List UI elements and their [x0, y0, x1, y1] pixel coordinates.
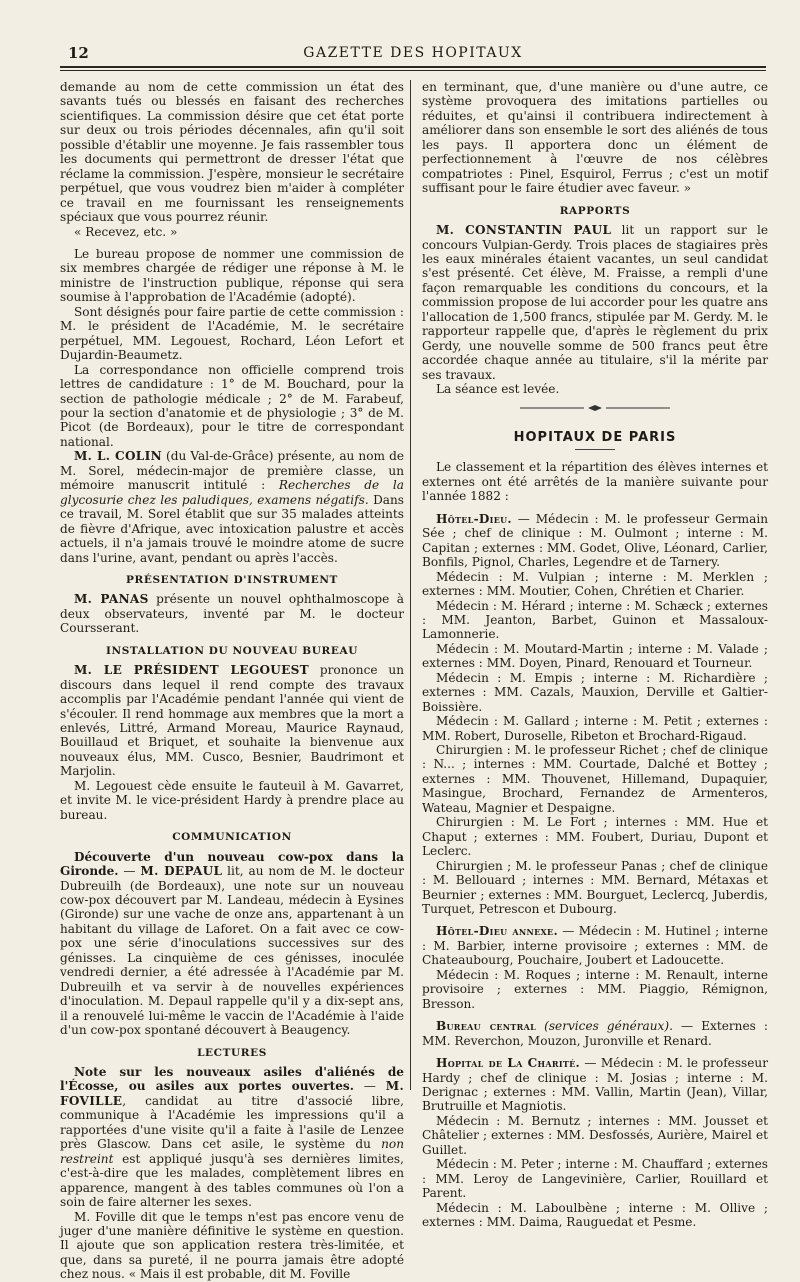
speaker-name: M. CONSTANTIN PAUL	[436, 223, 612, 238]
page-header	[60, 44, 766, 64]
paragraph: M. Foville dit que le temps n'est pas encore venu de juger d'une manière définitive le système en question. Il ajoute que son application restera très-limitée, et que, dans sa pureté, il ne pourra jamais être adopté chez nous. « Mais il est probable, dit M. Foville	[60, 1209, 404, 1282]
paragraph	[422, 1056, 768, 1114]
right-column	[422, 80, 768, 1230]
communication-title: Découverte d'un nouveau cow-pox dans la Gironde.	[60, 849, 404, 879]
paragraph	[60, 449, 404, 565]
header-rule-thin	[60, 70, 766, 71]
paragraph: Médecin : M. Peter ; interne : M. Chauffard ; externes : MM. Leroy de Langevinière, Carlier, Rouillard et Parent.	[422, 1157, 768, 1201]
section-heading: RAPPORTS	[559, 204, 631, 217]
text-run: — Externes : MM. Reverchon, Mouzon, Juronville et Renard.	[422, 1019, 768, 1048]
paragraph	[60, 850, 404, 1038]
paragraph: Médecin : M. Vulpian ; interne : M. Merklen ; externes : MM. Moutier, Cohen, Chrétien et Charier.	[422, 569, 768, 599]
page-number: 12	[68, 44, 89, 62]
text-run: —	[353, 1079, 386, 1094]
text-run: lit un rapport sur le concours Vulpian-Gerdy. Trois places de stagiaires près les eaux minérales étaient vacantes, un seul candidat s'est présenté. Cet élève, M. Fraisse, a rempli d'une façon remarquable les conditions du concours, et la commission propose de lui accorder pour les quatre ans l'allocation de 1,500 francs, stipulée par M. Gerdy. M. le rapporteur rappelle que, d'après le règlement du prix Gerdy, une nouvelle somme de 500 francs peut être accordée chaque année au titulaire, s'il la mérite par ses travaux.	[422, 223, 769, 382]
paragraph: Médecin : M. Bernutz ; internes : MM. Jousset et Châtelier ; externes : MM. Desfossés, Aurière, Mairel et Guillet.	[422, 1113, 768, 1157]
paragraph: Chirurgien ; M. le professeur Panas ; chef de clinique : M. Bellouard ; internes : MM. Bernard, Métaxas et Beurnier ; externes : MM. Bourguet, Leclercq, Juberdis, Turquet, Petrescon et Dubourg.	[422, 858, 768, 917]
heading-underline	[575, 449, 615, 450]
hospital-name: Hôtel-Dieu annexe.	[436, 924, 558, 939]
paragraph: La séance est levée.	[436, 382, 560, 397]
spacer	[422, 1048, 768, 1056]
paragraph: Chirurgien : M. Le Fort ; internes : MM. Hue et Chaput ; externes : MM. Foubert, Duriau, Dupont et Leclerc.	[422, 815, 768, 859]
speaker-name: M. PANAS	[74, 592, 149, 607]
paragraph: Le classement et la répartition des élèves internes et externes ont été arrêtés de la manière suivante pour l'année 1882 :	[422, 460, 768, 504]
spacer	[422, 916, 768, 924]
memoir-title: Recherches de la glycosurie chez les paludiques, examens négatifs	[60, 478, 404, 507]
speaker-name: M. LE PRÉSIDENT LEGOUEST	[74, 663, 309, 678]
paragraph	[60, 1065, 404, 1210]
paragraph: Chirurgien : M. le professeur Richet ; chef de clinique : N... ; internes : MM. Courtade, Dalché et Bottey ; externes : MM. Thouvenet, Hillemand, Dupaquier, Masingue, Brochard, Fernandez de Armenteros, Wateau, Magnier et Despaigne.	[422, 743, 768, 815]
section-heading: PRÉSENTATION D'INSTRUMENT	[126, 573, 338, 586]
text-run: présente un nouvel ophthalmoscope à deux observateurs, inventé par M. le docteur Coursserant.	[60, 592, 404, 636]
lecture-title: Note sur les nouveaux asiles d'aliénés de l'Écosse, ou asiles aux portes ouvertes.	[60, 1065, 404, 1094]
italic-term: (services généraux).	[536, 1019, 673, 1034]
paragraph	[422, 1019, 768, 1048]
hospital-name: Hopital de La Charité.	[436, 1056, 581, 1071]
text-run: , candidat au titre d'associé libre, communique à l'Académie les impressions qu'il a rapportées d'une visite qu'il a faite à l'asile de Lenzee près Glascow. Dans cet asile, le système du	[60, 1093, 404, 1152]
paragraph: en terminant, que, d'une manière ou d'une autre, ce système provoquera des imitations partielles ou réduites, et qu'ainsi il contribuera indirectement à améliorer dans son ensemble le sort des aliénés de tous les pays. Il apportera donc un élément de perfectionnement à l'œuvre de nos célèbres compatriotes : Pinel, Esquirol, Ferrus ; c'est un motif suffisant pour le faire étudier avec faveur. »	[422, 80, 768, 196]
text-run: lit, au nom de M. le docteur Dubreuilh (de Bordeaux), une note sur un nouveau cow-pox découvert par M. Landeau, médecin à Eysines (Gironde) sur une vache de onze ans, appartenant à un habitant du village de Laforet. On a fait avec ce cow-pox une série d'inoculations successives sur des génisses. La cinquième de ces génisses, inoculée vendredi dernier, a été adressée à l'Académie par M. Dubreuilh et va servir à de nouvelles expériences d'inoculation. M. Depaul rappelle qu'il y a dix-sept ans, il a renouvelé lui-même le vaccin de l'Académie à l'aide d'un cow-pox spontané découvert à Beaugency.	[60, 864, 404, 1038]
paragraph	[422, 512, 768, 570]
journal-title: GAZETTE DES HOPITAUX	[303, 45, 523, 61]
text-run: — Médecin : M. le professeur Germain Sée ; chef de clinique : M. Oulmont ; interne : M. Capitan ; externes : MM. Godet, Olive, Léonard, Carlier, Bonfils, Pignol, Charles, Legendre et de Tarnery.	[422, 511, 768, 570]
section-heading: LECTURES	[197, 1046, 267, 1059]
text-run: — Médecin : M. le professeur Hardy ; chef de clinique : M. Josias ; interne : M. Derignac ; externes : MM. Vallin, Martin (Jean), Villar, Brutruille et Magniotis.	[422, 1056, 768, 1114]
text-run: (du Val-de-Grâce) présente, au nom de M. Sorel, médecin-major de première classe, un mémoire manuscrit intitulé :	[60, 449, 404, 493]
article-heading: HOPITAUX DE PARIS	[513, 429, 677, 445]
paragraph: Sont désignés pour faire partie de cette commission : M. le président de l'Académie, M. le secrétaire perpétuel, MM. Legouest, Rochard, Léon Lefort et Dujardin-Beaumetz.	[60, 304, 404, 363]
paragraph	[60, 592, 404, 635]
paragraph: demande au nom de cette commission un état des savants tués ou blessés en faisant des recherches scientifiques. La commission désire que cet état porte sur deux ou trois périodes décennales, afin qu'il soit possible d'établir une moyenne. Je fais rassembler tous les documents qui permettront de dresser l'état que réclame la commission. J'espère, monsieur le secrétaire perpétuel, que vous voudrez bien m'aider à compléter ce travail en me fournissant les renseignements spéciaux que vous pourrez réunir.	[60, 80, 404, 225]
paragraph	[422, 924, 768, 967]
paragraph: Médecin : M. Gallard ; interne : M. Petit ; externes : MM. Robert, Duroselle, Ribeton et Brochard-Rigaud.	[422, 714, 768, 743]
text-run: —	[118, 864, 141, 879]
text-run: prononce un discours dans lequel il rend compte des travaux accomplis par l'Académie pendant l'année qui vient de s'écouler. Il rend hommage aux membres que la mort a enlevés, Littré, Armand Moreau, Maurice Raynaud, Bouillaud et Briquet, et souhaite la bienvenue aux nouveaux élus, MM. Cusco, Besnier, Baudrimont et Marjolin.	[60, 663, 404, 779]
paragraph: « Recevez, etc. »	[74, 224, 178, 239]
spacer	[422, 1011, 768, 1019]
speaker-name: M. DEPAUL	[140, 864, 223, 879]
paragraph: Médecin : M. Empis ; interne : M. Richardière ; externes : MM. Cazals, Mauxion, Derville et Galtier-Boissière.	[422, 670, 768, 714]
paragraph: Médecin : M. Laboulbène ; interne : M. Ollive ; externes : MM. Daima, Rauguedat et Pesme.	[422, 1200, 768, 1230]
ornament-icon	[520, 404, 670, 412]
text-run: est appliqué jusqu'à ses dernières limites, c'est-à-dire que les malades, complètement libres en apparence, mangent à des tables communes où l'on a soin de faire alterner les sexes.	[60, 1151, 404, 1210]
spacer	[60, 239, 404, 247]
italic-term: non restreint	[60, 1137, 404, 1166]
text-run: — Médecin : M. Hutinel ; interne : M. Barbier, interne provisoire ; externes : MM. de Chateaubourg, Pouchaire, Joubert et Ladoucette.	[422, 924, 768, 968]
paragraph	[422, 223, 768, 382]
column-divider	[410, 80, 411, 1090]
speaker-name: M. L. COLIN	[74, 449, 162, 464]
spacer	[422, 504, 768, 512]
paragraph: Médecin : M. Moutard-Martin ; interne : M. Valade ; externes : MM. Doyen, Pinard, Renouard et Tourneur.	[422, 641, 768, 671]
header-rule-thick	[60, 66, 766, 68]
section-heading: INSTALLATION DU NOUVEAU BUREAU	[106, 644, 358, 657]
paragraph: Le bureau propose de nommer une commission de six membres chargée de rédiger une réponse à M. le ministre de l'instruction publique, réponse qui sera soumise à l'approbation de l'Académie (adopté).	[60, 246, 404, 305]
paragraph: La correspondance non officielle comprend trois lettres de candidature : 1° de M. Bouchard, pour la section de pathologie médicale ; 2° de M. Farabeuf, pour la section d'anatomie et de physiologie ; 3° de M. Picot (de Bordeaux), pour le titre de correspondant national.	[60, 362, 404, 449]
hospital-name: Bureau central	[436, 1019, 537, 1034]
hospital-name: Hôtel-Dieu.	[436, 511, 512, 526]
section-heading: COMMUNICATION	[172, 831, 292, 844]
left-column	[60, 80, 404, 1282]
paragraph: Médecin : M. Hérard ; interne : M. Schæck ; externes : MM. Jeanton, Barbet, Guinon et Massaloux-Lamonnerie.	[422, 598, 768, 642]
paragraph: Médecin : M. Roques ; interne : M. Renault, interne provisoire ; externes : MM. Piaggio, Rémignon, Bresson.	[422, 967, 768, 1011]
paragraph: M. Legouest cède ensuite le fauteuil à M. Gavarret, et invite M. le vice-président Hardy à prendre place au bureau.	[60, 778, 404, 822]
paragraph	[60, 663, 404, 779]
speaker-name: M. FOVILLE	[60, 1079, 404, 1108]
ornamental-rule	[422, 403, 768, 417]
text-run: . Dans ce travail, M. Sorel établit que sur 35 malades atteints de fièvre d'Afrique, avec intoxication palustre et accès actuels, il n'a jamais trouvé le moindre atome de sucre dans l'urine, avant, pendant ou après l'accès.	[60, 492, 404, 565]
